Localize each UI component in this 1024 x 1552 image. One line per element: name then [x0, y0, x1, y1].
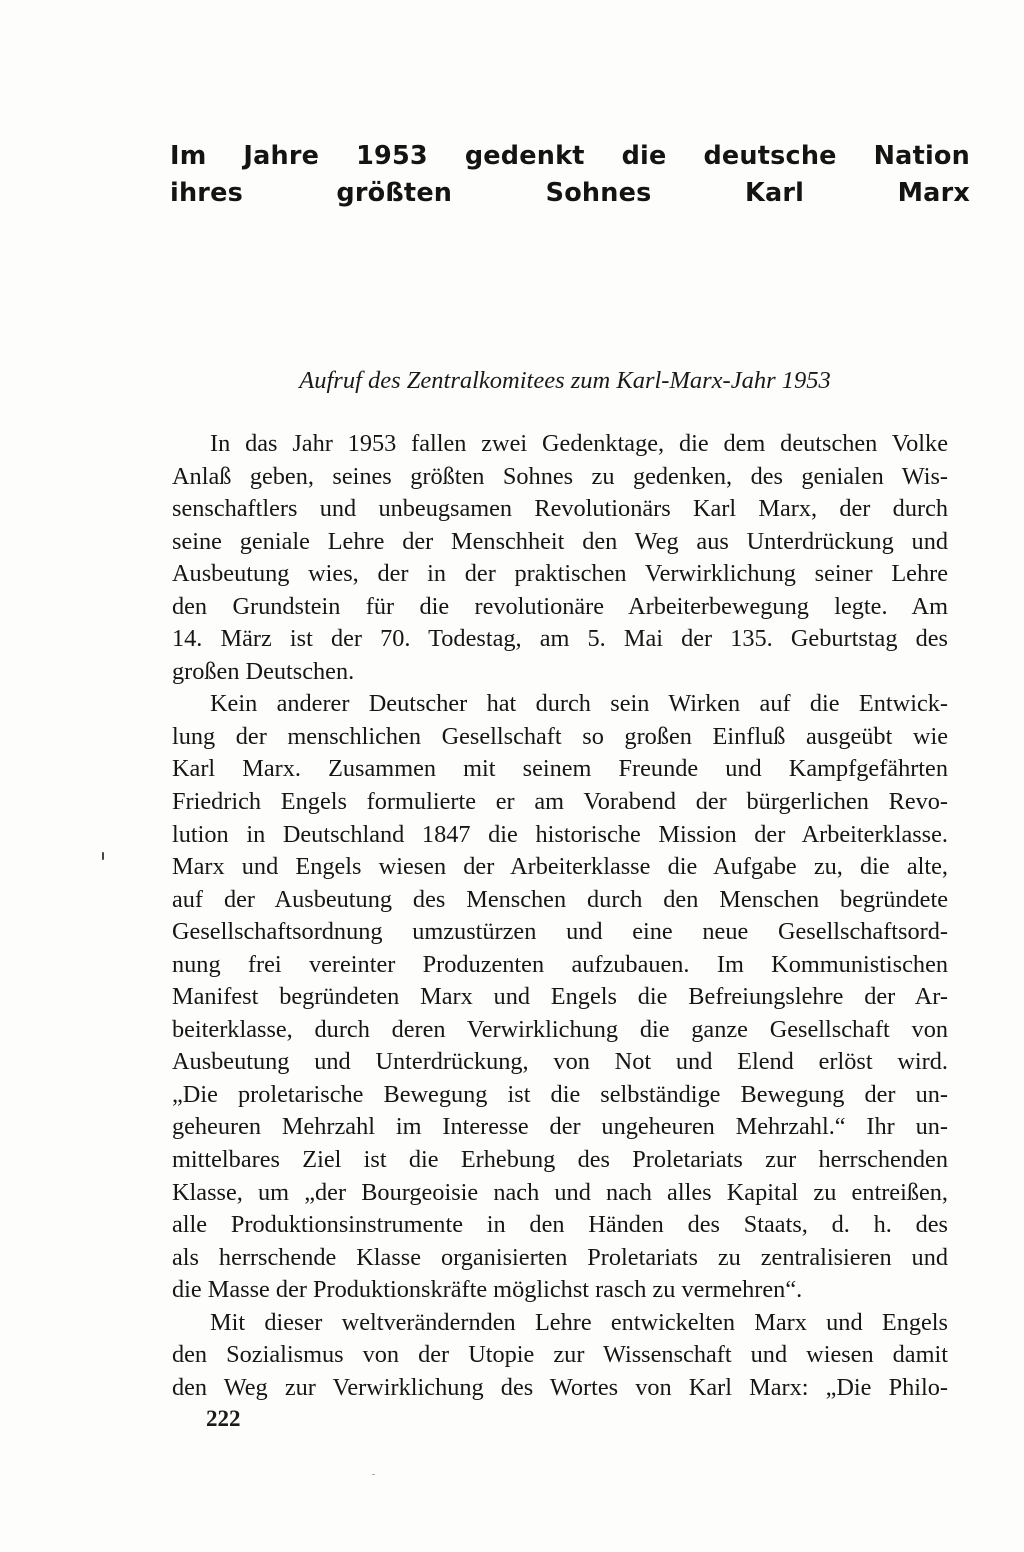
text-line: senschaftlers und unbeugsamen Revolutionärs Karl Marx, der durch	[172, 495, 948, 523]
text-line: Mit dieser weltverändernden Lehre entwickelten Marx und Engels	[210, 1308, 948, 1336]
title-line-2: ihres größten Sohnes Karl Marx	[170, 178, 970, 208]
text-line: 14. März ist der 70. Todestag, am 5. Mai der 135. Geburtstag des	[172, 625, 948, 653]
text-line: beiterklasse, durch deren Verwirklichung die ganze Gesellschaft von	[172, 1015, 948, 1043]
text-line: Klasse, um „der Bourgeoisie nach und nach alles Kapital zu entreißen,	[172, 1178, 948, 1206]
text-line: Gesellschaftsordnung umzustürzen und eine neue Gesellschaftsord-	[172, 918, 948, 946]
text-line: die Masse der Produktionskräfte möglichst rasch zu vermehren“.	[172, 1276, 803, 1304]
title-line-1: Im Jahre 1953 gedenkt die deutsche Nation	[170, 141, 970, 171]
text-line: auf der Ausbeutung des Menschen durch den Menschen begründete	[172, 885, 948, 913]
page-title	[170, 138, 970, 212]
text-line: Anlaß geben, seines größten Sohnes zu gedenken, des genialen Wis-	[172, 462, 948, 490]
body-text	[172, 428, 948, 1404]
text-line: nung frei vereinter Produzenten aufzubauen. Im Kommunistischen	[172, 950, 948, 978]
text-line: Karl Marx. Zusammen mit seinem Freunde und Kampfgefährten	[172, 755, 948, 783]
text-line: großen Deutschen.	[172, 657, 355, 685]
print-speck	[102, 852, 104, 860]
text-line: Ausbeutung und Unterdrückung, von Not und Elend erlöst wird.	[172, 1048, 948, 1076]
text-line: mittelbares Ziel ist die Erhebung des Proletariats zur herrschenden	[172, 1146, 948, 1174]
text-line: als herrschende Klasse organisierten Proletariats zu zentralisieren und	[172, 1243, 948, 1271]
text-line: Manifest begründeten Marx und Engels die Befreiungslehre der Ar-	[172, 983, 948, 1011]
text-line: „Die proletarische Bewegung ist die selbständige Bewegung der un-	[172, 1080, 948, 1108]
paragraph-1	[172, 428, 948, 688]
text-line: alle Produktionsinstrumente in den Händen des Staats, d. h. des	[172, 1211, 948, 1239]
print-speck	[372, 1474, 375, 1475]
text-line: lung der menschlichen Gesellschaft so großen Einfluß ausgeübt wie	[172, 722, 948, 750]
text-line: den Weg zur Verwirklichung des Wortes von Karl Marx: „Die Philo-	[172, 1373, 948, 1401]
text-line: seine geniale Lehre der Menschheit den Weg aus Unterdrückung und	[172, 527, 948, 555]
text-line: geheuren Mehrzahl im Interesse der ungeheuren Mehrzahl.“ Ihr un-	[172, 1113, 948, 1141]
text-line: Friedrich Engels formulierte er am Vorabend der bürgerlichen Revo-	[172, 788, 948, 816]
text-line: den Grundstein für die revolutionäre Arbeiterbewegung legte. Am	[172, 592, 948, 620]
subtitle: Aufruf des Zentralkomitees zum Karl-Marx-Jahr 1953	[299, 367, 831, 394]
text-line: den Sozialismus von der Utopie zur Wissenschaft und wiesen damit	[172, 1341, 948, 1369]
paragraph-2	[172, 688, 948, 1306]
paragraph-3	[172, 1307, 948, 1405]
text-line: In das Jahr 1953 fallen zwei Gedenktage, die dem deutschen Volke	[210, 430, 948, 457]
page-number: 222	[206, 1406, 241, 1431]
text-line: Ausbeutung wies, der in der praktischen Verwirklichung seiner Lehre	[172, 560, 948, 588]
text-line: Kein anderer Deutscher hat durch sein Wirken auf die Entwick-	[210, 690, 948, 718]
text-line: lution in Deutschland 1847 die historische Mission der Arbeiterklasse.	[172, 820, 948, 848]
text-line: Marx und Engels wiesen der Arbeiterklasse die Aufgabe zu, die alte,	[172, 853, 948, 881]
